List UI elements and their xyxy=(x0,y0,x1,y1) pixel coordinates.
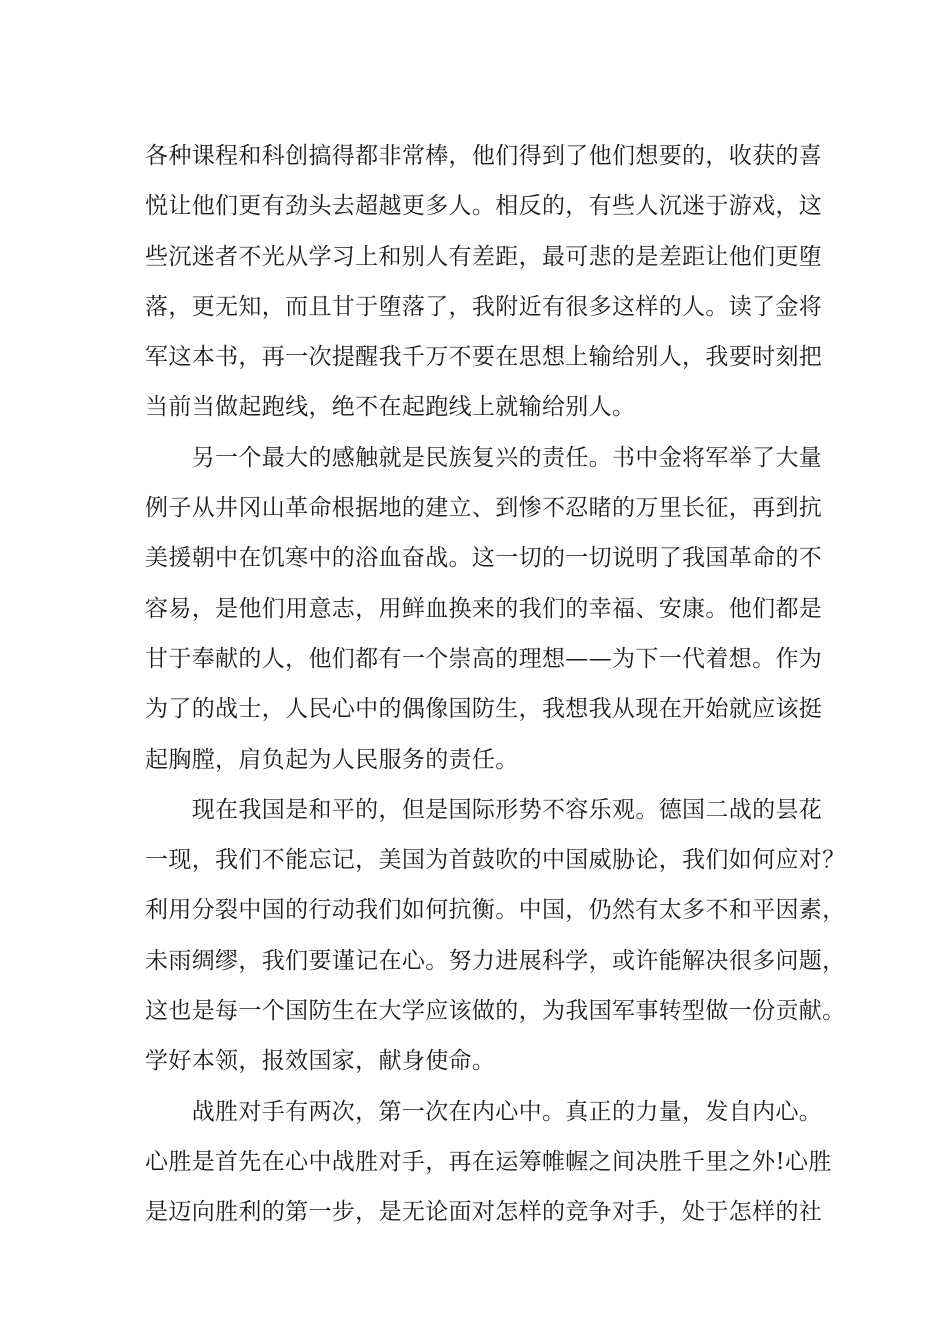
paragraph-start-line: 现在我国是和平的，但是国际形势不容乐观。德国二战的昙花 xyxy=(145,796,823,823)
text-line: 美援朝中在饥寒中的浴血奋战。这一切的一切说明了我国革命的不 xyxy=(145,545,823,572)
text-line: 学好本领，报效国家，献身使命。 xyxy=(145,1048,496,1075)
text-line: 当前当做起跑线，绝不在起跑线上就输给别人。 xyxy=(145,394,636,421)
text-line: 起胸膛，肩负起为人民服务的责任。 xyxy=(145,746,519,773)
text-line: 为了的战士，人民心中的偶像国防生，我想我从现在开始就应该挺 xyxy=(145,696,823,723)
text-line: 一现，我们不能忘记，美国为首鼓吹的中国威胁论，我们如何应对？ xyxy=(145,847,846,874)
paragraph-start-line: 战胜对手有两次，第一次在内心中。真正的力量，发自内心。 xyxy=(145,1098,823,1125)
text-line: 例子从井冈山革命根据地的建立、到惨不忍睹的万里长征，再到抗 xyxy=(145,495,823,522)
paragraph-start-line: 另一个最大的感触就是民族复兴的责任。书中金将军举了大量 xyxy=(145,444,823,471)
body-text xyxy=(145,131,846,1238)
text-line: 利用分裂中国的行动我们如何抗衡。中国，仍然有太多不和平因素， xyxy=(145,897,846,924)
text-line: 落，更无知，而且甘于堕落了，我附近有很多这样的人。读了金将 xyxy=(145,293,823,320)
text-line: 心胜是首先在心中战胜对手，再在运筹帷幄之间决胜千里之外!心胜 xyxy=(145,1148,832,1175)
text-line: 军这本书，再一次提醒我千万不要在思想上输给别人，我要时刻把 xyxy=(145,344,823,371)
text-line: 容易，是他们用意志，用鲜血换来的我们的幸福、安康。他们都是 xyxy=(145,595,823,622)
text-line: 各种课程和科创搞得都非常棒，他们得到了他们想要的，收获的喜 xyxy=(145,143,823,169)
text-line: 甘于奉献的人，他们都有一个崇高的理想——为下一代着想。作为 xyxy=(145,645,823,672)
text-line: 未雨绸缪，我们要谨记在心。努力进展科学，或许能解决很多问题， xyxy=(145,947,846,974)
text-line: 悦让他们更有劲头去超越更多人。相反的，有些人沉迷于游戏，这 xyxy=(145,193,823,220)
text-line: 些沉迷者不光从学习上和别人有差距，最可悲的是差距让他们更堕 xyxy=(145,243,823,270)
text-line: 是迈向胜利的第一步，是无论面对怎样的竞争对手，处于怎样的社 xyxy=(145,1199,823,1226)
text-line: 这也是每一个国防生在大学应该做的，为我国军事转型做一份贡献。 xyxy=(145,998,846,1025)
